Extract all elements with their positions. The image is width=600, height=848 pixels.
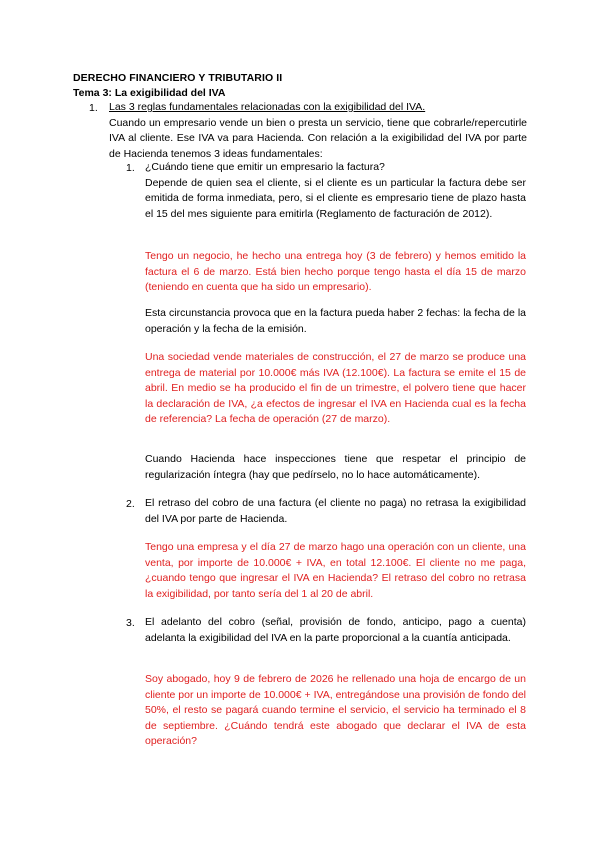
rule-1-example-2: Una sociedad vende materiales de construcción, el 27 de marzo se produce una entrega de material por 10.000€ más IVA (12.100€). La factura se emite el 15 de abril. En medio se ha producido el fin de un trimestre, el polvero tiene que hacer la declaración de IVA, ¿a efectos de ingresar el IVA en Hacienda cual es la fecha de referencia? La fecha de operación (27 de marzo). xyxy=(145,351,526,425)
rule-1-question: ¿Cuándo tiene que emitir un empresario la factura? xyxy=(145,161,385,173)
rule-3-text: El adelanto del cobro (señal, provisión de fondo, anticipo, pago a cuenta) adelanta la exigibilidad del IVA en la parte proporcional a la cuantía anticipada. xyxy=(145,616,526,644)
rule-1-answer: Depende de quien sea el cliente, si el cliente es un particular la factura debe ser emitida de forma inmediata, pero, si el cliente es empresario tiene de plazo hasta el 15 del mes siguiente para emitirla (Reglamento de facturación de 2012). xyxy=(145,176,526,220)
rule-1-example-1: Tengo un negocio, he hecho una entrega hoy (3 de febrero) y hemos emitido la factura el 6 de marzo. Está bien hecho porque tengo hasta el día 15 de marzo (teniendo en cuenta que ha sido un empresario). xyxy=(145,250,526,293)
rule-3-example: Soy abogado, hoy 9 de febrero de 2026 he rellenado una hoja de encargo de un cliente por un importe de 10.000€ + IVA, entregándose una provisión de fondo del 50%, el resto se pagará cuando termine el servicio, el servicio ha terminado el 8 de septiembre. ¿Cuándo tendrá este abogado que declarar el IVA de esta operación? xyxy=(145,673,526,747)
rule-1-note-1: Esta circunstancia provoca que en la factura pueda haber 2 fechas: la fecha de la operación y la fecha de la emisión. xyxy=(145,307,526,335)
section-number: 1. xyxy=(89,102,98,114)
rule-2-number: 2. xyxy=(126,498,135,510)
rule-2-example: Tengo una empresa y el día 27 de marzo hago una operación con un cliente, una venta, por importe de 10.000€ + IVA, en total 12.100€. El cliente no me paga, ¿cuando tengo que ingresar el IVA en Hacienda? El retraso del cobro no retrasa la exigibilidad, por tanto sería del 1 al 20 de abril. xyxy=(145,541,526,600)
rule-1-number: 1. xyxy=(126,162,135,174)
rule-3-number: 3. xyxy=(126,617,135,629)
rule-1-note-2: Cuando Hacienda hace inspecciones tiene que respetar el principio de regularización íntegra (hay que pedírselo, no lo hace automáticamente). xyxy=(145,453,526,481)
document-title: DERECHO FINANCIERO Y TRIBUTARIO II xyxy=(73,72,283,84)
topic-heading: Tema 3: La exigibilidad del IVA xyxy=(73,87,226,99)
rule-2-text: El retraso del cobro de una factura (el cliente no paga) no retrasa la exigibilidad del IVA por parte de Hacienda. xyxy=(145,497,526,525)
section-intro: Cuando un empresario vende un bien o presta un servicio, tiene que cobrarle/repercutirle IVA al cliente. Ese IVA va para Hacienda. Con relación a la exigibilidad del IVA por parte de Hacienda tenemos 3 ideas fundamentales: xyxy=(109,116,527,160)
section-heading: Las 3 reglas fundamentales relacionadas con la exigibilidad del IVA. xyxy=(109,101,426,113)
